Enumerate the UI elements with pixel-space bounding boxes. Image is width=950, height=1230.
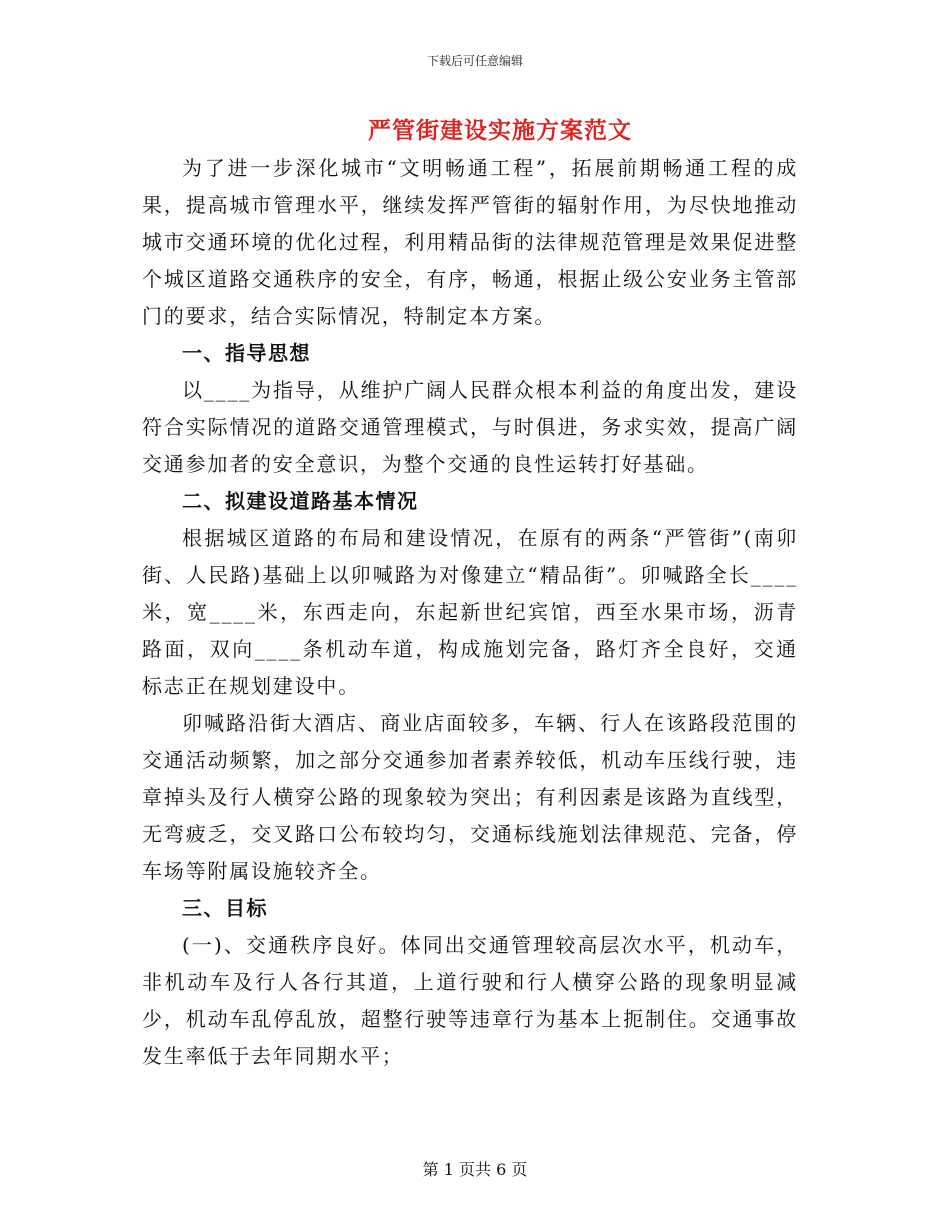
paragraph-guiding-ideology: 以____为指导，从维护广阔人民群众根本利益的角度出发，建设符合实际情况的道路交通管理模式，与时俱进，务求实效，提高广阔交通参加者的安全意识，为整个交通的良性运转打好基础。 <box>142 378 798 476</box>
section-heading-road-situation: 二、拟建设道路基本情况 <box>182 489 419 513</box>
document-body <box>142 150 798 1075</box>
paragraph-road-conditions: 卯喊路沿街大酒店、商业店面较多，车辆、行人在该路段范围的交通活动频繁，加之部分交通参加者素养较低，机动车压线行驶，违章掉头及行人横穿公路的现象较为突出；有利因素是该路为直线型，无弯疲乏，交叉路口公布较均匀，交通标线施划法律规范、完备，停车场等附属设施较齐全。 <box>142 711 798 883</box>
section-heading-guiding-ideology: 一、指导思想 <box>182 341 311 365</box>
section-heading-goals: 三、目标 <box>182 896 268 920</box>
paragraph-road-situation: 根据城区道路的布局和建设情况，在原有的两条“严管街”(南卯街、人民路)基础上以卯喊路为对像建立“精品街”。卯喊路全长____米，宽____米，东西走向，东起新世纪宾馆，西至水果市场，沥青路面，双向____条机动车道，构成施划完备，路灯齐全良好，交通标志正在规划建设中。 <box>142 526 798 698</box>
header-note: 下载后可任意编辑 <box>426 54 523 68</box>
paragraph-goal-one: (一)、交通秩序良好。体同出交通管理较高层次水平，机动车，非机动车及行人各行其道，上道行驶和行人横穿公路的现象明显减少，机动车乱停乱放，超整行驶等违章行为基本上扼制住。交通事故发生率低于去年同期水平； <box>142 933 798 1068</box>
page-footer: 第 1 页共 6 页 <box>422 1160 528 1179</box>
document-title: 严管街建设实施方案范文 <box>368 117 632 144</box>
paragraph-intro: 为了进一步深化城市“文明畅通工程”，拓展前期畅通工程的成果，提高城市管理水平，继续发挥严管街的辐射作用，为尽快地推动城市交通环境的优化过程，利用精品街的法律规范管理是效果促进整个城区道路交通秩序的安全，有序，畅通，根据止级公安业务主管部门的要求，结合实际情况，特制定本方案。 <box>142 156 798 328</box>
